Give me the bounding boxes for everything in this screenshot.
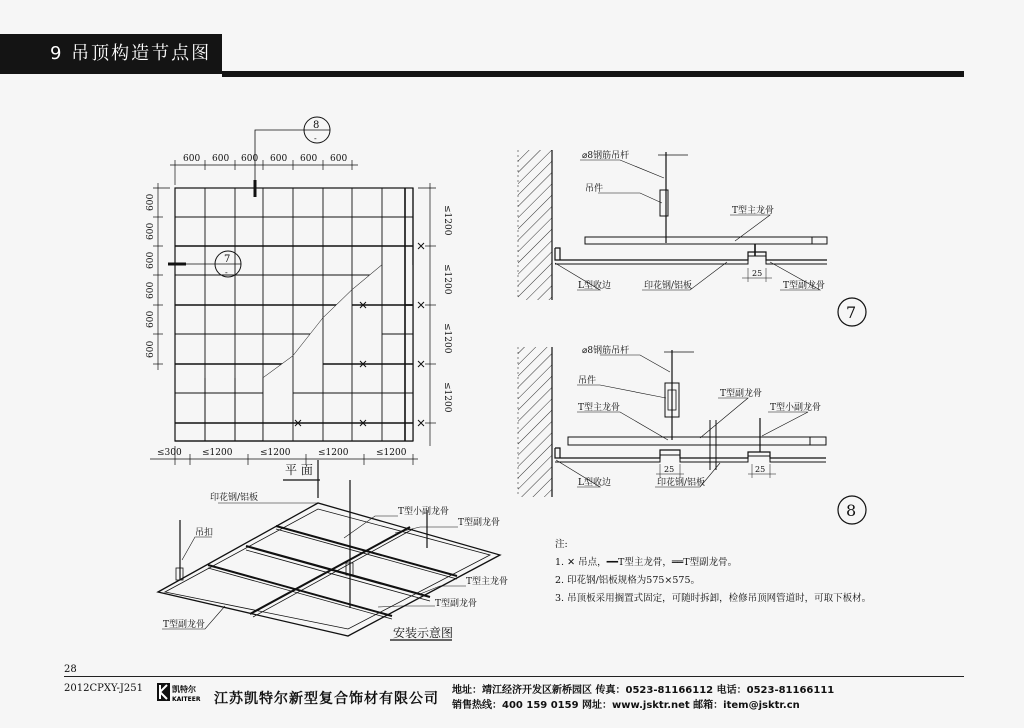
d8-edge-label: L型收边 — [578, 478, 611, 488]
d7-hanger-label: 吊件 — [585, 184, 604, 194]
d8-dim-a: 25 — [664, 465, 675, 474]
note-2: 2. 印花钢/铝板规格为575×575。 — [555, 575, 701, 586]
d7-edge-label: L型收边 — [578, 281, 611, 291]
wall-hatch-8 — [518, 347, 552, 497]
plan-left-dim-5: 600 — [146, 310, 156, 328]
iso-main-keel-label: T型主龙骨 — [466, 577, 509, 587]
plan-right-dimension — [418, 183, 436, 446]
d8-panel-label: 印花钢/铝板 — [657, 478, 706, 488]
company-name: 江苏凯特尔新型复合饰材有限公司 — [214, 691, 439, 707]
note-3: 3. 吊顶板采用搁置式固定，可随时拆卸，检修吊顶网管道时，可取下板材。 — [555, 593, 872, 604]
contact-info — [452, 683, 834, 713]
plan-top-dim-2: 600 — [212, 154, 230, 164]
notes-title: 注: — [555, 539, 568, 550]
callout-8-number: 8 — [313, 120, 320, 131]
plan-view — [150, 117, 436, 480]
callout-7-number: 7 — [224, 254, 231, 265]
note-1: 1. ✕ 吊点，━━T型主龙骨，══T型副龙骨。 — [555, 557, 738, 568]
d8-hanger-label: 吊件 — [578, 376, 597, 386]
iso-clip-label: 吊扣 — [195, 528, 214, 538]
iso-view — [158, 460, 500, 640]
d7-dim: 25 — [752, 269, 763, 278]
plan-bottom-dim-3: ≤1200 — [260, 448, 291, 458]
iso-caption: 安装示意图 — [393, 626, 454, 640]
logo-en: KAITEER — [172, 696, 201, 703]
wall-hatch-7 — [518, 150, 552, 300]
plan-bottom-dim-5: ≤1200 — [376, 448, 407, 458]
d7-main-keel-label: T型主龙骨 — [732, 206, 775, 216]
iso-main-keel — [246, 546, 430, 597]
d8-main-keel-label: T型主龙骨 — [578, 403, 621, 413]
callout-7-sub: - — [225, 268, 228, 277]
d8-sub-keel-label: T型副龙骨 — [720, 389, 763, 399]
detail-7 — [518, 150, 866, 326]
plan-top-dim-1: 600 — [183, 154, 201, 164]
notes-block — [555, 536, 871, 608]
hotline-line: 销售热线：400 159 0159 网址：www.jsktr.net 邮箱：item@jsktr.cn — [452, 700, 800, 711]
detail-8 — [518, 347, 866, 524]
plan-left-dim-3: 600 — [146, 251, 156, 269]
iso-panel-label: 印花钢/铝板 — [210, 493, 259, 503]
document-code: 2012CPXY-J251 — [64, 683, 143, 694]
plan-right-dim-1: ≤1200 — [442, 205, 452, 236]
plan-right-dim-2: ≤1200 — [442, 264, 452, 295]
iso-small-sub-label: T型小副龙骨 — [398, 507, 450, 517]
plan-left-dim-1: 600 — [146, 193, 156, 211]
badge-8: 8 — [846, 501, 857, 520]
plan-caption: 平 面 — [285, 463, 313, 477]
footer-rule — [64, 676, 964, 677]
d7-rod-label: ⌀8钢筋吊杆 — [582, 151, 630, 161]
plan-right-dim-3: ≤1200 — [442, 323, 452, 354]
badge-7: 7 — [846, 303, 857, 322]
detail-8-labels — [578, 344, 856, 520]
callout-8-sub: - — [314, 134, 317, 143]
plan-bottom-dim-2: ≤1200 — [202, 448, 233, 458]
iso-sub-keel-c-label: T型副龙骨 — [163, 620, 206, 630]
plan-left-dim-6: 600 — [146, 340, 156, 358]
plan-left-dim-2: 600 — [146, 222, 156, 240]
logo-cn: 凯特尔 — [172, 685, 196, 694]
plan-top-dim-5: 600 — [300, 154, 318, 164]
d8-small-sub-keel-label: T型小副龙骨 — [770, 403, 822, 413]
d8-rod-label: ⌀8钢筋吊杆 — [582, 346, 630, 356]
plan-bottom-dim-1: ≤300 — [157, 448, 182, 458]
d7-sub-keel-label: T型副龙骨 — [783, 281, 826, 291]
detail-7-labels — [578, 149, 856, 322]
iso-sub-keel-b-label: T型副龙骨 — [435, 599, 478, 609]
d8-dim-b: 25 — [755, 465, 766, 474]
plan-top-dim-3: 600 — [241, 154, 259, 164]
address-line: 地址：靖江经济开发区新桥园区 传真：0523-81166112 电话：0523-81166111 — [452, 685, 835, 696]
section-title: 9 吊顶构造节点图 — [0, 34, 222, 74]
company-logo — [157, 683, 213, 705]
plan-top-dim-4: 600 — [270, 154, 288, 164]
plan-top-dim-6: 600 — [330, 154, 348, 164]
plan-right-dim-4: ≤1200 — [442, 382, 452, 413]
plan-left-dim-4: 600 — [146, 281, 156, 299]
page-number: 28 — [64, 664, 77, 675]
d7-panel-label: 印花钢/铝板 — [644, 281, 693, 291]
plan-bottom-dim-4: ≤1200 — [318, 448, 349, 458]
iso-sub-keel-a-label: T型副龙骨 — [458, 518, 501, 528]
